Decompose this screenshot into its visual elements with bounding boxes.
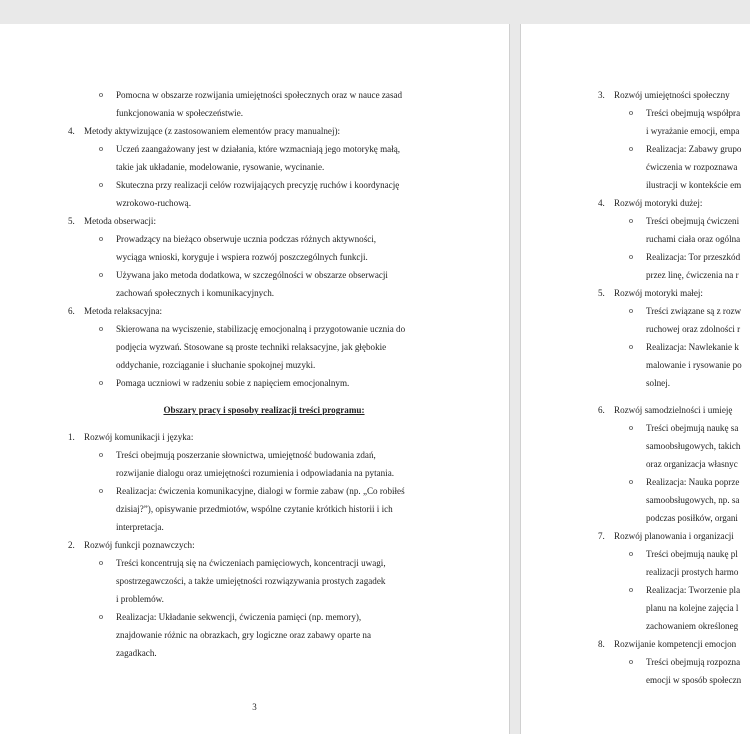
bullet-text: Treści obejmują ćwiczeni — [646, 216, 740, 226]
spacer — [598, 392, 750, 401]
bullet-text: Treści obejmują współpra — [646, 108, 741, 118]
bullet-text: Realizacja: Nauka poprze — [646, 477, 740, 487]
document-page-right — [520, 24, 750, 734]
continuation-line: ilustracji w kontekście em — [646, 180, 742, 190]
numbered-item — [598, 194, 750, 212]
continuation-line: takie jak układanie, modelowanie, rysowanie, wycinanie. — [116, 162, 325, 172]
item-number: 7. — [598, 531, 605, 541]
bullet-icon: o — [99, 144, 103, 153]
bullet-item — [598, 338, 750, 356]
bullet-icon: o — [629, 306, 633, 315]
bullet-text: Pomaga uczniowi w radzeniu sobie z napięciem emocjonalnym. — [116, 378, 350, 388]
page-content — [68, 86, 460, 662]
bullet-text: Realizacja: Układanie sekwencji, ćwiczenia pamięci (np. memory), — [116, 612, 362, 622]
section-heading: Obszary pracy i sposoby realizacji treści programu: — [163, 405, 365, 415]
bullet-item — [68, 446, 460, 464]
item-number: 1. — [68, 432, 75, 442]
continuation-line: emocji w sposób społeczn — [646, 675, 742, 685]
continuation-line: realizacji prostych harmo — [646, 567, 739, 577]
numbered-item — [598, 527, 750, 545]
continuation-line: przez linę, ćwiczenia na r — [646, 270, 739, 280]
item-number: 6. — [598, 405, 605, 415]
bullet-icon: o — [629, 477, 633, 486]
numbered-item — [68, 212, 460, 230]
item-number: 6. — [68, 306, 75, 316]
bullet-item — [68, 374, 460, 392]
item-text: Metoda relaksacyjna: — [84, 306, 163, 316]
bullet-text: Treści obejmują poszerzanie słownictwa, umiejętność budowania zdań, — [116, 450, 376, 460]
bullet-item — [598, 545, 750, 563]
item-text: Rozwijanie kompetencji emocjon — [614, 639, 737, 649]
continuation-line: wzrokowo-ruchową. — [116, 198, 191, 208]
bullet-text: Treści obejmują rozpozna — [646, 657, 741, 667]
item-text: Metoda obserwacji: — [84, 216, 156, 226]
bullet-item — [68, 176, 460, 194]
continuation-line: wyciąga wnioski, koryguje i wspiera rozwój poszczególnych funkcji. — [116, 252, 368, 262]
item-number: 5. — [598, 288, 605, 298]
bullet-item — [68, 266, 460, 284]
continuation-line: rozwijanie dialogu oraz umiejętności rozumienia i odpowiadania na pytania. — [116, 468, 395, 478]
bullet-icon: o — [99, 450, 103, 459]
bullet-text: Treści obejmują naukę pl — [646, 549, 738, 559]
continuation-line: malowanie i rysowanie po — [646, 360, 742, 370]
numbered-item — [598, 401, 750, 419]
numbered-item — [598, 284, 750, 302]
item-text: Rozwój komunikacji i języka: — [84, 432, 194, 442]
item-text: Metody aktywizujące (z zastosowaniem elementów pracy manualnej): — [84, 126, 341, 136]
bullet-icon: o — [99, 270, 103, 279]
continuation-line: funkcjonowania w społeczeństwie. — [116, 108, 244, 118]
continuation-line: podczas posiłków, organi — [646, 513, 738, 523]
bullet-item — [68, 230, 460, 248]
bullet-icon: o — [99, 180, 103, 189]
item-text: Rozwój funkcji poznawczych: — [84, 540, 195, 550]
continuation-line: podjęcia wyzwań. Stosowane są proste techniki relaksacyjne, jak głębokie — [116, 342, 387, 352]
bullet-item — [598, 581, 750, 599]
continuation-line: ruchami ciała oraz ogólna — [646, 234, 741, 244]
item-number: 4. — [68, 126, 75, 136]
numbered-item — [68, 536, 460, 554]
bullet-text: Używana jako metoda dodatkowa, w szczególności w obszarze obserwacji — [116, 270, 388, 280]
bullet-icon: o — [629, 585, 633, 594]
document-page-left — [0, 24, 510, 734]
item-text: Rozwój motoryki dużej: — [614, 198, 703, 208]
bullet-icon: o — [99, 234, 103, 243]
bullet-icon: o — [99, 90, 103, 99]
bullet-text: Prowadzący na bieżąco obserwuje ucznia podczas różnych aktywności, — [116, 234, 377, 244]
bullet-icon: o — [629, 342, 633, 351]
bullet-item — [68, 320, 460, 338]
item-number: 8. — [598, 639, 605, 649]
bullet-item — [68, 86, 460, 104]
page-number: 3 — [252, 702, 257, 712]
bullet-item — [68, 140, 460, 158]
bullet-item — [598, 104, 750, 122]
bullet-text: Realizacja: Tor przeszkód — [646, 252, 741, 262]
continuation-line: samoobsługowych, takich — [646, 441, 741, 451]
bullet-icon: o — [629, 216, 633, 225]
continuation-line: ruchowej oraz zdolności r — [646, 324, 741, 334]
bullet-text: Realizacja: Zabawy grupo — [646, 144, 742, 154]
numbered-item — [598, 86, 750, 104]
continuation-line: dzisiaj?”), opisywanie przedmiotów, wspólne czytanie krótkich historii i ich — [116, 504, 393, 514]
continuation-line: zachowaniem określoneg — [646, 621, 739, 631]
bullet-text: Realizacja: Nawlekanie k — [646, 342, 739, 352]
continuation-line: zagadkach. — [116, 648, 157, 658]
spacer — [68, 392, 460, 401]
bullet-icon: o — [629, 108, 633, 117]
numbered-item — [68, 428, 460, 446]
bullet-text: Uczeń zaangażowany jest w działania, które wzmacniają jego motorykę małą, — [116, 144, 401, 154]
item-text: Rozwój umiejętności społeczny — [614, 90, 730, 100]
bullet-text: Skuteczna przy realizacji celów rozwijających precyzję ruchów i koordynację — [116, 180, 400, 190]
continuation-line: ćwiczenia w rozpoznawa — [646, 162, 738, 172]
bullet-icon: o — [629, 252, 633, 261]
bullet-item — [598, 212, 750, 230]
continuation-line: oddychanie, rozciąganie i słuchanie spokojnej muzyki. — [116, 360, 316, 370]
bullet-item — [68, 554, 460, 572]
bullet-icon: o — [99, 378, 103, 387]
spacer — [68, 419, 460, 428]
bullet-icon: o — [99, 558, 103, 567]
item-text: Rozwój motoryki małej: — [614, 288, 703, 298]
bullet-item — [598, 140, 750, 158]
item-text: Rozwój planowania i organizacji — [614, 531, 734, 541]
item-number: 4. — [598, 198, 605, 208]
page-content — [598, 86, 750, 689]
bullet-item — [68, 482, 460, 500]
continuation-line: planu na kolejne zajęcia l — [646, 603, 739, 613]
bullet-icon: o — [99, 486, 103, 495]
continuation-line: spostrzegawczości, a także umiejętności rozwiązywania prostych zagadek — [116, 576, 386, 586]
bullet-text: Treści związane są z rozw — [646, 306, 742, 316]
continuation-line: oraz organizacja własnyc — [646, 459, 738, 469]
numbered-item — [598, 635, 750, 653]
item-number: 5. — [68, 216, 75, 226]
bullet-item — [68, 608, 460, 626]
continuation-line: solnej. — [646, 378, 670, 388]
bullet-text: Treści koncentrują się na ćwiczeniach pamięciowych, koncentracji uwagi, — [116, 558, 386, 568]
item-number: 3. — [598, 90, 605, 100]
bullet-text: Pomocna w obszarze rozwijania umiejętności społecznych oraz w nauce zasad — [116, 90, 403, 100]
bullet-text: Realizacja: Tworzenie pla — [646, 585, 741, 595]
bullet-icon: o — [629, 549, 633, 558]
numbered-item — [68, 122, 460, 140]
bullet-text: Skierowana na wyciszenie, stabilizację emocjonalną i przygotowanie ucznia do — [116, 324, 406, 334]
bullet-item — [598, 302, 750, 320]
bullet-icon: o — [629, 423, 633, 432]
bullet-icon: o — [99, 612, 103, 621]
numbered-item — [68, 302, 460, 320]
bullet-item — [598, 248, 750, 266]
bullet-icon: o — [99, 324, 103, 333]
continuation-line: i wyrażanie emocji, empa — [646, 126, 740, 136]
continuation-line: zachowań społecznych i komunikacyjnych. — [116, 288, 275, 298]
continuation-line: i problemów. — [116, 594, 164, 604]
item-text: Rozwój samodzielności i umieję — [614, 405, 733, 415]
bullet-item — [598, 473, 750, 491]
continuation-line: samoobsługowych, np. sa — [646, 495, 740, 505]
bullet-item — [598, 419, 750, 437]
bullet-text: Realizacja: ćwiczenia komunikacyjne, dialogi w formie zabaw (np. „Co robiłeś — [116, 486, 405, 496]
item-number: 2. — [68, 540, 75, 550]
continuation-line: znajdowanie różnic na obrazkach, gry logiczne oraz zabawy oparte na — [116, 630, 371, 640]
bullet-text: Treści obejmują naukę sa — [646, 423, 739, 433]
continuation-line: interpretacja. — [116, 522, 164, 532]
bullet-icon: o — [629, 144, 633, 153]
bullet-item — [598, 653, 750, 671]
bullet-icon: o — [629, 657, 633, 666]
